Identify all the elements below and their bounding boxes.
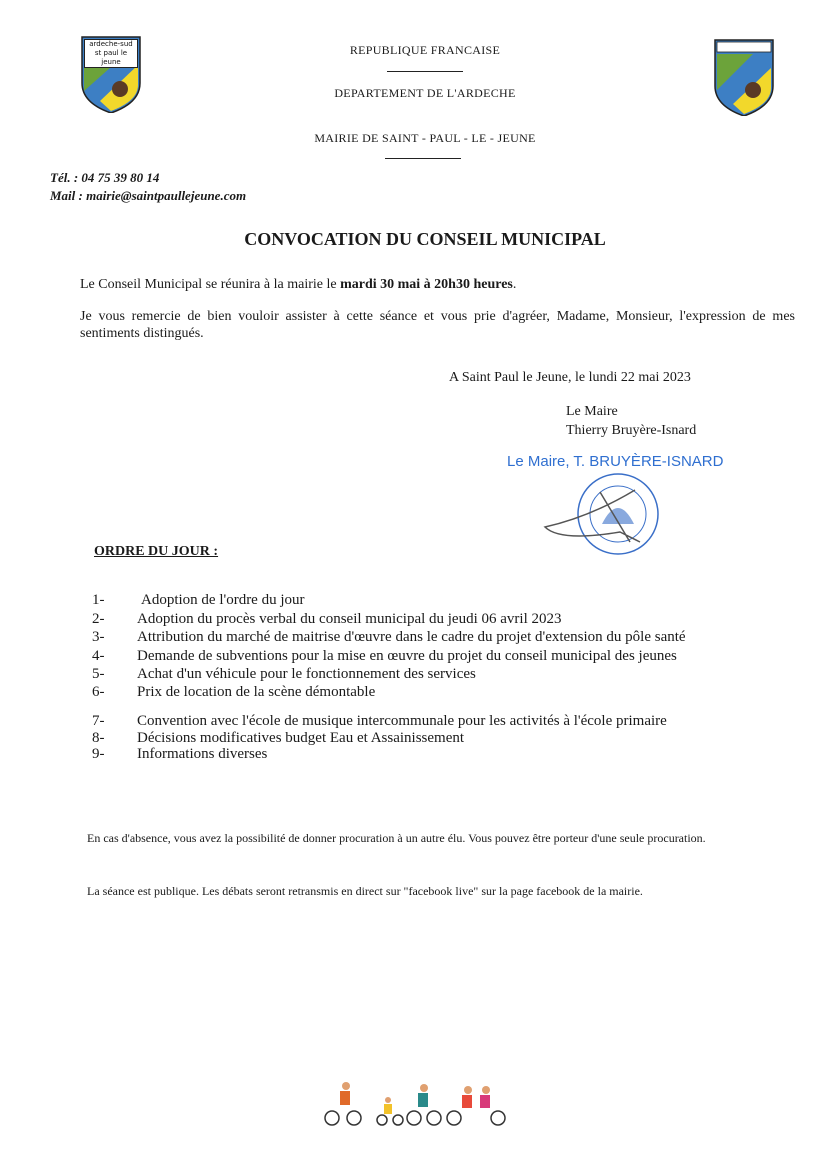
- item-text: Adoption de l'ordre du jour: [141, 592, 305, 608]
- place-and-date: A Saint Paul le Jeune, le lundi 22 mai 2023: [449, 370, 691, 385]
- item-text: Adoption du procès verbal du conseil municipal du jeudi 06 avril 2023: [137, 611, 562, 627]
- agenda-item: [92, 712, 667, 730]
- item-number: 4-: [92, 648, 105, 664]
- item-number: 5-: [92, 666, 105, 682]
- document-title: CONVOCATION DU CONSEIL MUNICIPAL: [244, 229, 606, 249]
- item-number: 8-: [92, 730, 105, 746]
- item-number: 9-: [92, 746, 105, 762]
- item-text: Décisions modificatives budget Eau et Assainissement: [137, 730, 465, 746]
- item-text: Achat d'un véhicule pour le fonctionnement des services: [137, 666, 476, 682]
- meeting-date: mardi 30 mai à 20h30 heures: [340, 277, 513, 292]
- agenda-item: [92, 628, 686, 646]
- contact-phone: Tél. : 04 75 39 80 14: [50, 170, 160, 185]
- agenda-heading: ORDRE DU JOUR :: [94, 544, 219, 559]
- agenda-item: [92, 591, 305, 609]
- attendance-request: Je vous remercie de bien vouloir assister à cette séance et vous prie d'agréer, Madame, Monsieur, l'expression de mes sentiments distingués.: [80, 309, 795, 341]
- agenda-item: [92, 665, 476, 683]
- agenda-item: [92, 647, 677, 665]
- cyclists-illustration: [322, 1078, 507, 1128]
- divider: [385, 158, 461, 159]
- item-number: 6-: [92, 684, 105, 700]
- item-text: Attribution du marché de maitrise d'œuvre dans le cadre du projet d'extension du pôle santé: [137, 629, 686, 645]
- signatory-role: Le Maire: [566, 404, 618, 419]
- header-mairie: MAIRIE DE SAINT - PAUL - LE - JEUNE: [314, 131, 536, 145]
- intro-text: Le Conseil Municipal se réunira à la mairie le: [80, 277, 341, 292]
- item-number: 1-: [92, 592, 105, 608]
- proxy-note: En cas d'absence, vous avez la possibilité de donner procuration à un autre élu. Vous pouvez être porteur d'une seule procuration.: [87, 831, 706, 845]
- public-session-note: La séance est publique. Les débats seront retransmis en direct sur "facebook live" sur la page facebook de la mairie.: [87, 884, 643, 898]
- header-department: DEPARTEMENT DE L'ARDECHE: [334, 86, 516, 100]
- item-number: 2-: [92, 611, 105, 627]
- agenda-item: [92, 683, 375, 701]
- item-text: Prix de location de la scène démontable: [137, 684, 376, 700]
- item-text: Informations diverses: [137, 746, 268, 762]
- item-text: Convention avec l'école de musique intercommunale pour les activités à l'école primaire: [137, 713, 667, 729]
- stamp-name-line: Le Maire, T. BRUYÈRE-ISNARD: [507, 453, 724, 470]
- agenda-item: [92, 610, 562, 628]
- intro-suffix: .: [512, 277, 517, 292]
- item-text: Demande de subventions pour la mise en œuvre du projet du conseil municipal des jeunes: [137, 648, 677, 664]
- crest-lettering: ardeche-sud st paul le jeune: [84, 39, 138, 68]
- agenda-item: [92, 745, 267, 763]
- item-number: 3-: [92, 629, 105, 645]
- official-seal-and-signature: [540, 472, 670, 557]
- header-republic: REPUBLIQUE FRANCAISE: [349, 43, 501, 57]
- item-number: 7-: [92, 713, 105, 729]
- contact-email[interactable]: Mail : mairie@saintpaullejeune.com: [50, 188, 247, 203]
- signatory-name: Thierry Bruyère-Isnard: [566, 423, 697, 438]
- divider: [387, 71, 463, 72]
- meeting-announcement: [80, 276, 516, 293]
